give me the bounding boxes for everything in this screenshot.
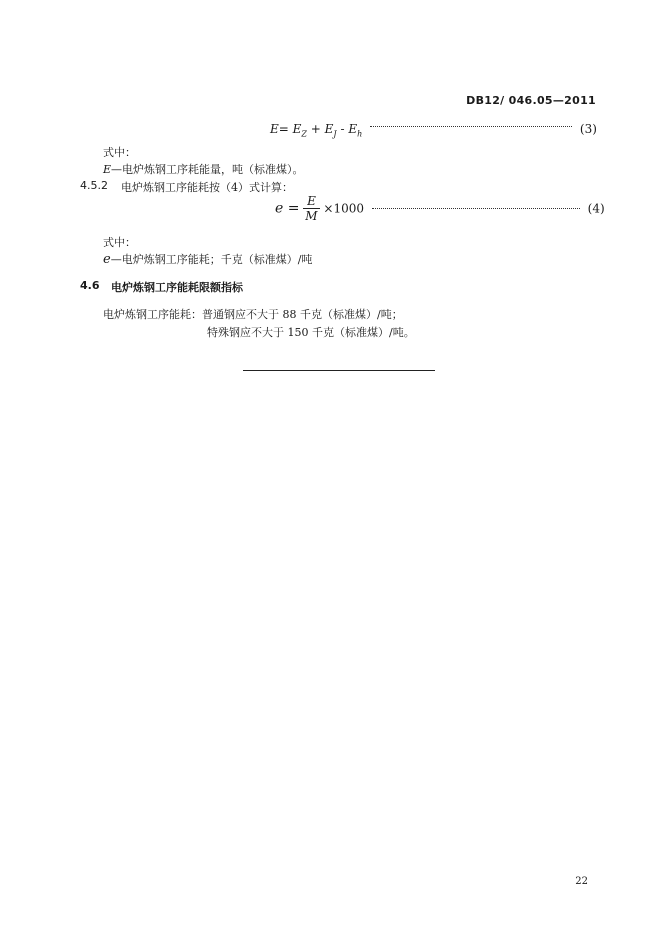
where-symbol-2: e <box>103 252 111 267</box>
eq4-leader-dots <box>372 208 580 209</box>
page-number: 22 <box>575 876 588 887</box>
eq3-sub-j: J <box>333 129 337 139</box>
equation-3 <box>270 122 597 138</box>
limit-line-1: 电炉炼钢工序能耗：普通钢应不大于 88 千克（标准煤）/吨； <box>103 308 403 321</box>
where-item-1 <box>103 161 304 177</box>
eq3-sub-h: h <box>357 129 363 139</box>
eq3-number: (3) <box>579 122 597 136</box>
end-rule <box>243 370 435 371</box>
section-4-5-2-number: 4.5.2 <box>80 179 108 192</box>
where-symbol-1: E <box>103 163 112 176</box>
eq3-leader-dots <box>370 126 572 127</box>
section-4-5-2-text: 电炉炼钢工序能耗按（4）式计算： <box>121 181 293 194</box>
eq3-lhs: E <box>270 122 279 136</box>
where-text-1: —电炉炼钢工序耗能量，吨（标准煤）。 <box>111 163 304 176</box>
document-code: DB12/ 046.05—2011 <box>466 94 596 107</box>
eq4-fraction <box>303 194 319 223</box>
where-text-2: —电炉炼钢工序能耗；千克（标准煤）/吨 <box>110 253 313 266</box>
limit-line-2: 特殊钢应不大于 150 千克（标准煤）/吨。 <box>207 326 415 339</box>
where-label-2: 式中： <box>103 236 136 249</box>
eq4-lhs: e = <box>275 200 300 217</box>
eq3-sub-z: Z <box>301 129 307 139</box>
eq4-denominator: M <box>305 209 318 223</box>
eq4-number: (4) <box>587 201 605 216</box>
equation-4 <box>275 194 605 223</box>
eq4-times: ×1000 <box>323 201 365 216</box>
eq3-minus-term: - E <box>336 122 358 136</box>
eq4-numerator: E <box>303 194 319 209</box>
section-4-6-number: 4.6 <box>80 279 100 292</box>
eq3-plus-term: + E <box>306 122 334 136</box>
where-label-1: 式中： <box>103 146 136 159</box>
where-item-2 <box>103 251 312 267</box>
section-4-6-title: 电炉炼钢工序能耗限额指标 <box>111 281 243 294</box>
eq3-rhs: = E <box>278 122 302 136</box>
